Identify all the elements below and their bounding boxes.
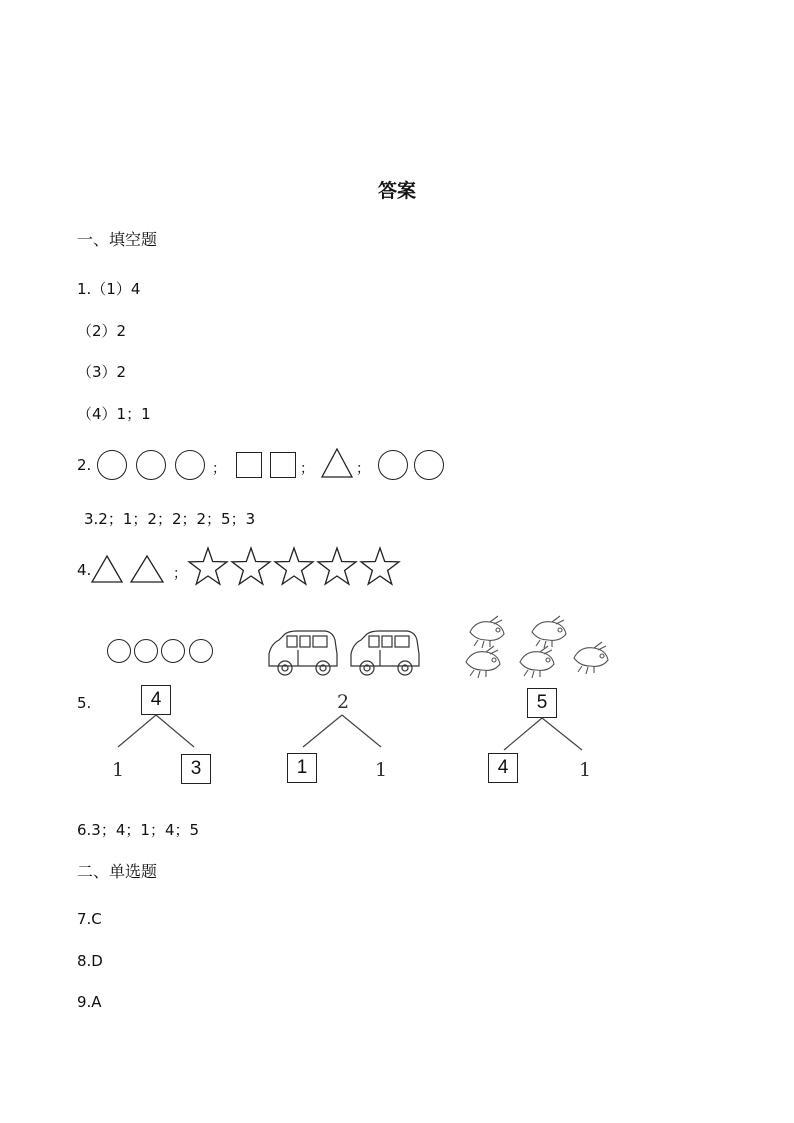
answer-4-triangles-group [90,553,170,585]
answer-1-part-1: 1.（1）4 [77,280,141,298]
answer-9: 9.A [77,993,102,1011]
tree-top-box: 4 [141,685,171,715]
separator: ； [212,461,226,477]
section-heading-fill-blank: 一、填空题 [77,230,158,249]
star-shape [275,548,313,584]
tree-top-box: 5 [527,688,557,718]
tree-branches [500,718,600,753]
answer-8: 8.D [77,952,103,970]
shrimp-icon [532,616,566,648]
square-shape [270,452,296,478]
answer-5-label: 5. [77,694,92,712]
answer-4-label: 4. [77,561,92,579]
separator: ； [356,461,370,477]
answer-1-part-3: （3）2 [77,363,127,381]
separator: ； [300,461,314,477]
shrimp-icon [520,646,554,678]
separator: ； [173,566,187,582]
shrimp-icon [574,642,608,674]
answer-1-part-2: （2）2 [77,322,127,340]
circle-shape [97,450,127,480]
triangle-shape [92,556,122,582]
answer-2-label: 2. [77,456,92,474]
tree-branches [295,715,395,750]
section-heading-single-choice: 二、单选题 [77,862,158,881]
shrimp-icon [470,616,504,648]
star-shape [189,548,227,584]
circle-shape [107,639,131,663]
circle-shape [175,450,205,480]
circle-shape [136,450,166,480]
circle-shape [134,639,158,663]
answer-3: 3.2；1；2；2；2；5；3 [84,510,256,528]
tree-left-value: 1 [112,759,125,781]
answer-1-part-4: （4）1；1 [77,405,151,423]
circle-shape [378,450,408,480]
answer-6: 6.3；4；1；4；5 [77,821,200,839]
star-shape [318,548,356,584]
shrimp-icon [466,646,500,678]
circle-shape [161,639,185,663]
page-title: 答案 [378,180,417,202]
tree-right-box: 3 [181,754,211,784]
tree-right-value: 1 [579,759,592,781]
triangle-shape [131,556,163,582]
tree-left-box: 1 [287,753,317,783]
star-shape [361,548,399,584]
car-icon [269,631,337,675]
triangle-shape [320,447,354,479]
tree-right-value: 1 [375,759,388,781]
answer-7: 7.C [77,910,102,928]
circle-shape [189,639,213,663]
circle-shape [414,450,444,480]
tree-left-box: 4 [488,753,518,783]
car-icon [351,631,419,675]
shrimps-picture [460,614,625,684]
tree-branches [110,715,210,750]
answer-4-stars-group [188,546,403,588]
cars-picture [265,630,425,678]
square-shape [236,452,262,478]
star-shape [232,548,270,584]
tree-top-value: 2 [337,691,350,713]
